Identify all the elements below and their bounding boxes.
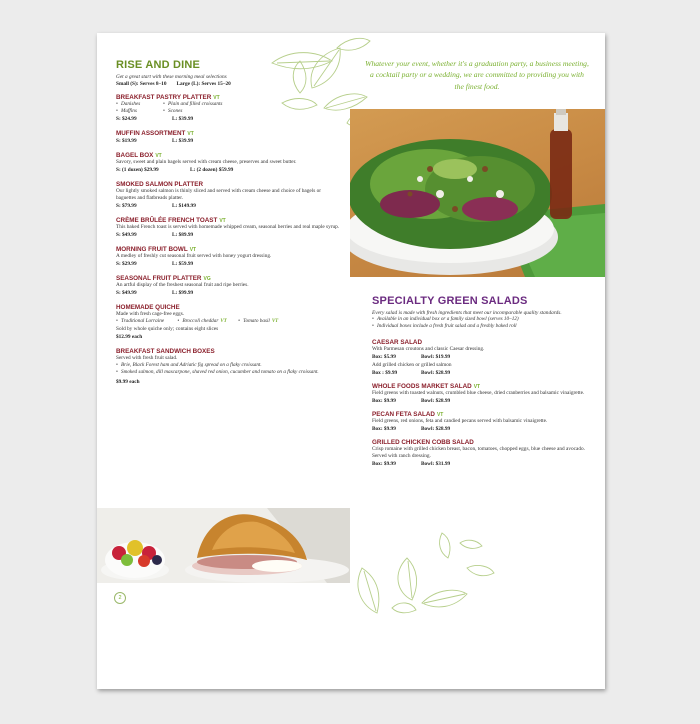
salad-option: Individual boxes include a fresh fruit salad and a freshly baked roll — [377, 323, 517, 330]
price-small: S: $19.99 — [116, 138, 137, 145]
vegetarian-badge: VT — [213, 95, 220, 101]
page-number: 2 — [114, 592, 126, 604]
serves-small: Small (S): Serves 8–10 — [116, 81, 167, 87]
breakfast-intro: Get a great start with these morning meal selections — [116, 74, 227, 80]
item-name: BREAKFAST SANDWICH BOXES — [116, 347, 215, 355]
vegetarian-badge: VT — [187, 131, 194, 138]
menu-item-fruit-platter — [116, 275, 341, 296]
vegetarian-badge: VT — [436, 411, 444, 418]
breakfast-title: RISE AND DINE — [116, 59, 201, 71]
price-small: S: $49.99 — [116, 289, 137, 296]
vegetarian-badge: VT — [220, 318, 227, 324]
price-box: Box: $9.99 — [372, 397, 396, 404]
item-name: SEASONAL FRUIT PLATTER — [116, 274, 202, 282]
price-small: S: $24.99 — [116, 116, 137, 123]
salad-option: Available in an individual box or a family sized bowl (serves 10–12) — [377, 316, 519, 322]
item-option: Smoked salmon, dill mascarpone, shaved red onion, cucumber and tomato on a flaky croissant. — [121, 368, 319, 375]
menu-item-muffin-assortment — [116, 130, 341, 144]
vegetarian-badge: VT — [189, 246, 197, 253]
item-name: BREAKFAST PASTRY PLATTER — [116, 94, 212, 101]
item-description: Field greens, red onions, feta and candied pecans served with balsamic vinaigrette. — [372, 417, 548, 424]
item-note: Sold by whole quiche only; contains eight slices — [116, 325, 219, 332]
price-large: L: $39.99 — [172, 116, 194, 123]
item-option: Scones — [168, 108, 183, 115]
vegetarian-badge: VT — [155, 153, 162, 160]
vegetarian-badge: VT — [271, 318, 279, 324]
menu-item-wfm-salad — [372, 383, 594, 404]
item-option: Danishes — [121, 101, 141, 107]
salad-bowl-icon — [350, 109, 605, 277]
item-addon: Add grilled chicken or grilled salmon — [372, 362, 452, 369]
price-small: S: $29.99 — [116, 260, 137, 267]
item-description: Crisp romaine with grilled chicken breast, bacon, tomatoes, chopped eggs, blue cheese and avocado. Served with ranch dressing. — [372, 445, 585, 459]
quiche-options: • Traditional Lorraine • Broccoli cheddar VT • Tomato basil VT — [116, 317, 279, 324]
menu-item-cobb-salad — [372, 439, 594, 467]
serves-info — [116, 81, 341, 87]
menu-item-caesar-salad — [372, 339, 594, 376]
menu-item-smoked-salmon — [116, 181, 341, 209]
vegan-badge: VG — [203, 275, 211, 282]
item-name: MUFFIN ASSORTMENT — [116, 130, 186, 138]
item-option: Tomato basil — [243, 317, 270, 324]
item-name: SMOKED SALMON PLATTER — [116, 181, 203, 189]
item-name: CAESAR SALAD — [372, 339, 423, 347]
item-option: Brie, Black Forest ham and Adriatic fig spread on a flaky croissant. — [121, 361, 262, 368]
menu-item-quiche — [116, 304, 341, 340]
salads-section: SPECIALTY GREEN SALADS Every salad is made with fresh ingredients that meet our incomparable quality standards. • Available in an individual box or a family sized bowl (serves 10–12) • Individual boxes include a fresh fruit salad and a freshly baked roll CAESAR SALAD With Parmesan croutons and classic Caesar dressing. Box: $5.99 Bowl: $19.99 Add grilled chicken or grilled salmon Box : $9.99 Bowl: $28.99 WHOLE FOODS MARKET SALAD VT Field greens with toasted walnuts, crumbled blue cheese, dried cranberries and balsamic vinaigrette. Box: $9.99 Bowl: $28.99 PECAN FETA SALAD VT Field greens, red onions, feta and candied pecans served with balsamic vinaigrette. Box: $9.99 Bowl: $28.99 GRILLED CHICKEN COBB SALAD Crisp romaine with grilled chicken breast, bacon, tomatoes, chopped eggs, blue cheese and avocado. Served with ranch dressing. Box: $9.99 Bowl: $31.99 — [372, 295, 594, 467]
breakfast-section — [116, 59, 341, 385]
menu-item-pastry-platter: BREAKFAST PASTRY PLATTER VT • Danishes • Muffins • Plain and filled croissants • Scones S: $24.99 L: $39.99 — [116, 94, 223, 123]
item-description: An artful display of the freshest seasonal fruit and ripe berries. — [116, 281, 249, 288]
item-description: Made with fresh cage-free eggs. — [116, 310, 185, 317]
price-large: L: $149.99 — [172, 202, 196, 209]
item-description: Our lightly smoked salmon is thinly sliced and served with cream cheese and choice of bagels or baguettes and flatbreads platter. — [116, 188, 322, 201]
menu-page — [97, 33, 605, 689]
intro-quote: Whatever your event, whether it's a graduation party, a business meeting, a cocktail party or a wedding, we are committed to providing you with the finest food. — [365, 59, 589, 91]
salads-title: SPECIALTY GREEN SALADS — [372, 295, 528, 307]
item-description: With Parmesan croutons and classic Caesar dressing. — [372, 346, 485, 353]
price-small: S: (1 dozen) $29.99 — [116, 167, 159, 174]
price-bowl: Bowl: $28.99 — [421, 370, 451, 376]
price-box: Box: $9.99 — [372, 425, 396, 432]
item-description: Savory, sweet and plain bagels served with cream cheese, preserves and sweet butter. — [116, 159, 297, 166]
item-name: GRILLED CHICKEN COBB SALAD — [372, 438, 474, 446]
salads-intro: Every salad is made with fresh ingredients that meet our incomparable quality standards. — [372, 310, 562, 316]
price-large: L: (2 dozen) $59.99 — [190, 167, 234, 174]
price-each: $9.99 each — [116, 378, 140, 385]
item-name: WHOLE FOODS MARKET SALAD — [372, 383, 472, 390]
leaf-decoration-icon — [352, 528, 502, 618]
serves-large: Large (L): Serves 15–20 — [176, 81, 231, 87]
price-bowl: Bowl: $28.99 — [421, 425, 451, 432]
item-name: CRÈME BRÛLÉE FRENCH TOAST — [116, 216, 218, 224]
price-large: L: $39.99 — [172, 138, 194, 145]
price-bowl: Bowl: $19.99 — [421, 354, 451, 361]
menu-item-bagel-box — [116, 152, 341, 173]
price-large: L: $89.99 — [172, 231, 194, 238]
croissant-icon — [97, 508, 350, 583]
menu-item-fruit-bowl — [116, 246, 341, 267]
item-name: HOMEMADE QUICHE — [116, 303, 180, 311]
price-small: S: $49.99 — [116, 231, 137, 238]
item-option: Traditional Lorraine — [121, 317, 165, 324]
item-description: This baked French toast is served with homemade whipped cream, seasonal berries and real maple syrup. — [116, 223, 340, 230]
vegetarian-badge: VT — [473, 384, 481, 390]
item-description: Field greens with toasted walnuts, crumbled blue cheese, dried cranberries and balsamic vinaigrette. — [372, 390, 585, 396]
price-each: $12.99 each — [116, 333, 143, 340]
item-description: A medley of freshly cut seasonal fruit served with honey yogurt dressing. — [116, 252, 272, 259]
vegetarian-badge: VT — [219, 217, 226, 224]
menu-item-pecan-feta-salad — [372, 411, 594, 432]
item-option: Plain and filled croissants — [168, 101, 223, 107]
price-large: L: $99.99 — [172, 289, 194, 296]
item-name: MORNING FRUIT BOWL — [116, 245, 188, 253]
price-bowl: Bowl: $28.99 — [421, 397, 451, 404]
item-name: PECAN FETA SALAD — [372, 410, 435, 418]
price-box: Box : $9.99 — [372, 370, 398, 376]
menu-item-french-toast — [116, 217, 341, 238]
item-option: Broccoli cheddar — [182, 317, 219, 324]
salad-photo — [350, 109, 605, 277]
price-small: S: $79.99 — [116, 202, 137, 209]
item-option: Muffins — [121, 108, 137, 115]
item-description: Served with fresh fruit salad. — [116, 354, 178, 361]
item-name: BAGEL BOX — [116, 152, 154, 160]
croissant-sandwich-photo — [97, 508, 350, 583]
price-bowl: Bowl: $31.99 — [421, 460, 451, 467]
price-box: Box: $9.99 — [372, 460, 396, 467]
price-large: L: $59.99 — [172, 260, 194, 267]
price-box: Box: $5.99 — [372, 354, 396, 361]
menu-item-sandwich-boxes: BREAKFAST SANDWICH BOXES Served with fresh fruit salad. • Brie, Black Forest ham and Adriatic fig spread on a flaky croissant. • Smoked salmon, dill mascarpone, shaved red onion, cucumber and tomato on a flaky croissant. $9.99 each — [116, 348, 341, 385]
